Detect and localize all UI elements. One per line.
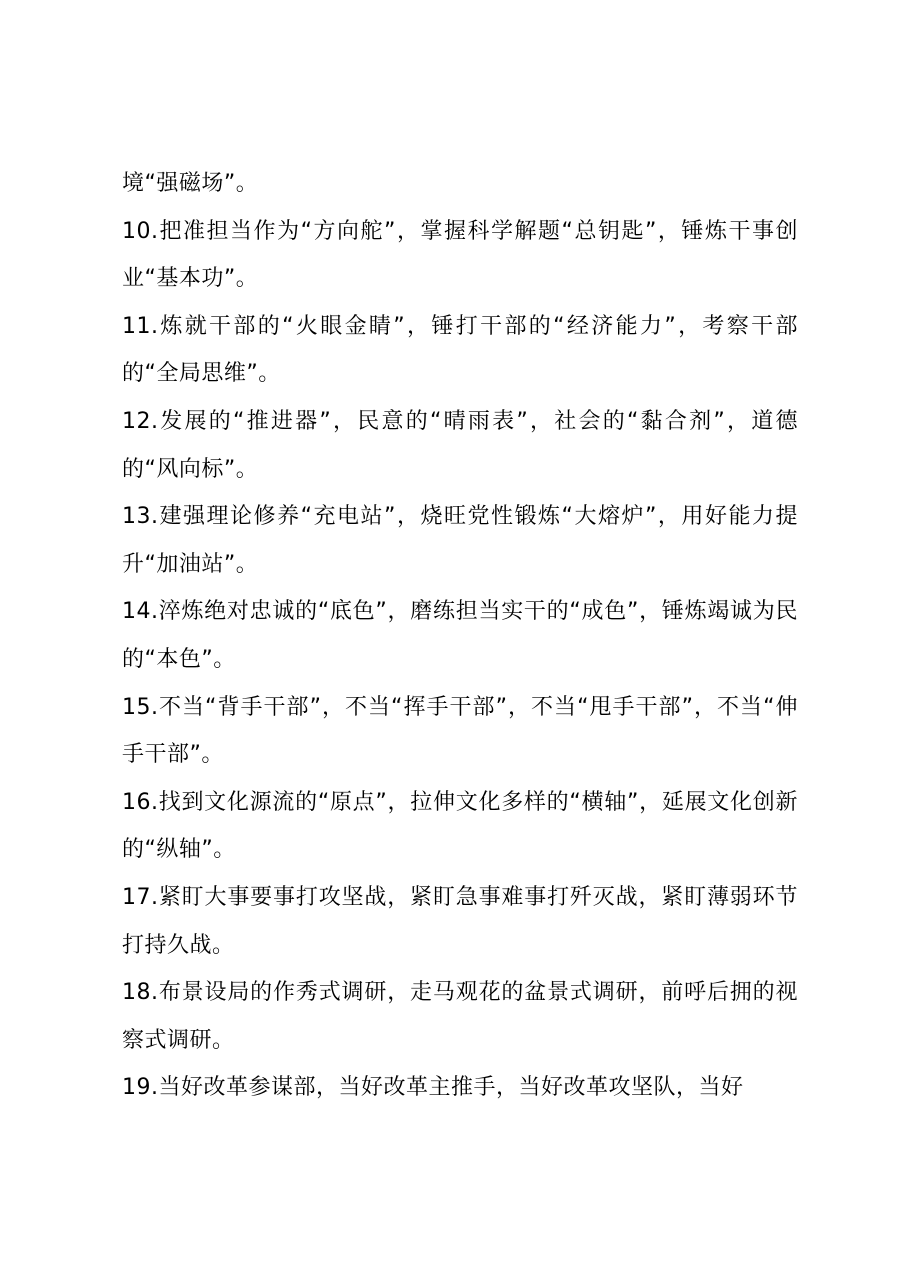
paragraph-item-19: 19.当好改革参谋部，当好改革主推手，当好改革攻坚队，当好 (122, 1075, 744, 1101)
paragraph-item-13: 13.建强理论修养“充电站”，烧旺党性锻炼“大熔炉”，用好能力提升“加油站”。 (122, 504, 798, 577)
paragraph-item-15: 15.不当“背手干部”，不当“挥手干部”，不当“甩手干部”，不当“伸手干部”。 (122, 694, 798, 768)
paragraph-item-10: 10.把准担当作为“方向舵”，掌握科学解题“总钥匙”，锤炼干事创业“基本功”。 (122, 218, 798, 292)
paragraph-item-14: 14.淬炼绝对忠诚的“底色”，磨练担当实干的“成色”，锤炼竭诚为民的“本色”。 (122, 599, 798, 672)
paragraph-item-18: 18.布景设局的作秀式调研，走马观花的盆景式调研，前呼后拥的视察式调研。 (122, 980, 798, 1053)
paragraph-item-17: 17.紧盯大事要事打攻坚战，紧盯急事难事打歼灭战，紧盯薄弱环节打持久战。 (122, 884, 798, 958)
paragraph-item-16: 16.找到文化源流的“原点”，拉伸文化多样的“横轴”，延展文化创新的“纵轴”。 (122, 789, 798, 863)
paragraph-continuation: 境“强磁场”。 (122, 171, 259, 196)
document-body (122, 160, 798, 1112)
paragraph-item-12: 12.发展的“推进器”，民意的“晴雨表”，社会的“黏合剂”，道德的“风向标”。 (122, 408, 798, 482)
paragraph-item-11: 11.炼就干部的“火眼金睛”，锤打干部的“经济能力”，考察干部的“全局思维”。 (122, 313, 798, 387)
